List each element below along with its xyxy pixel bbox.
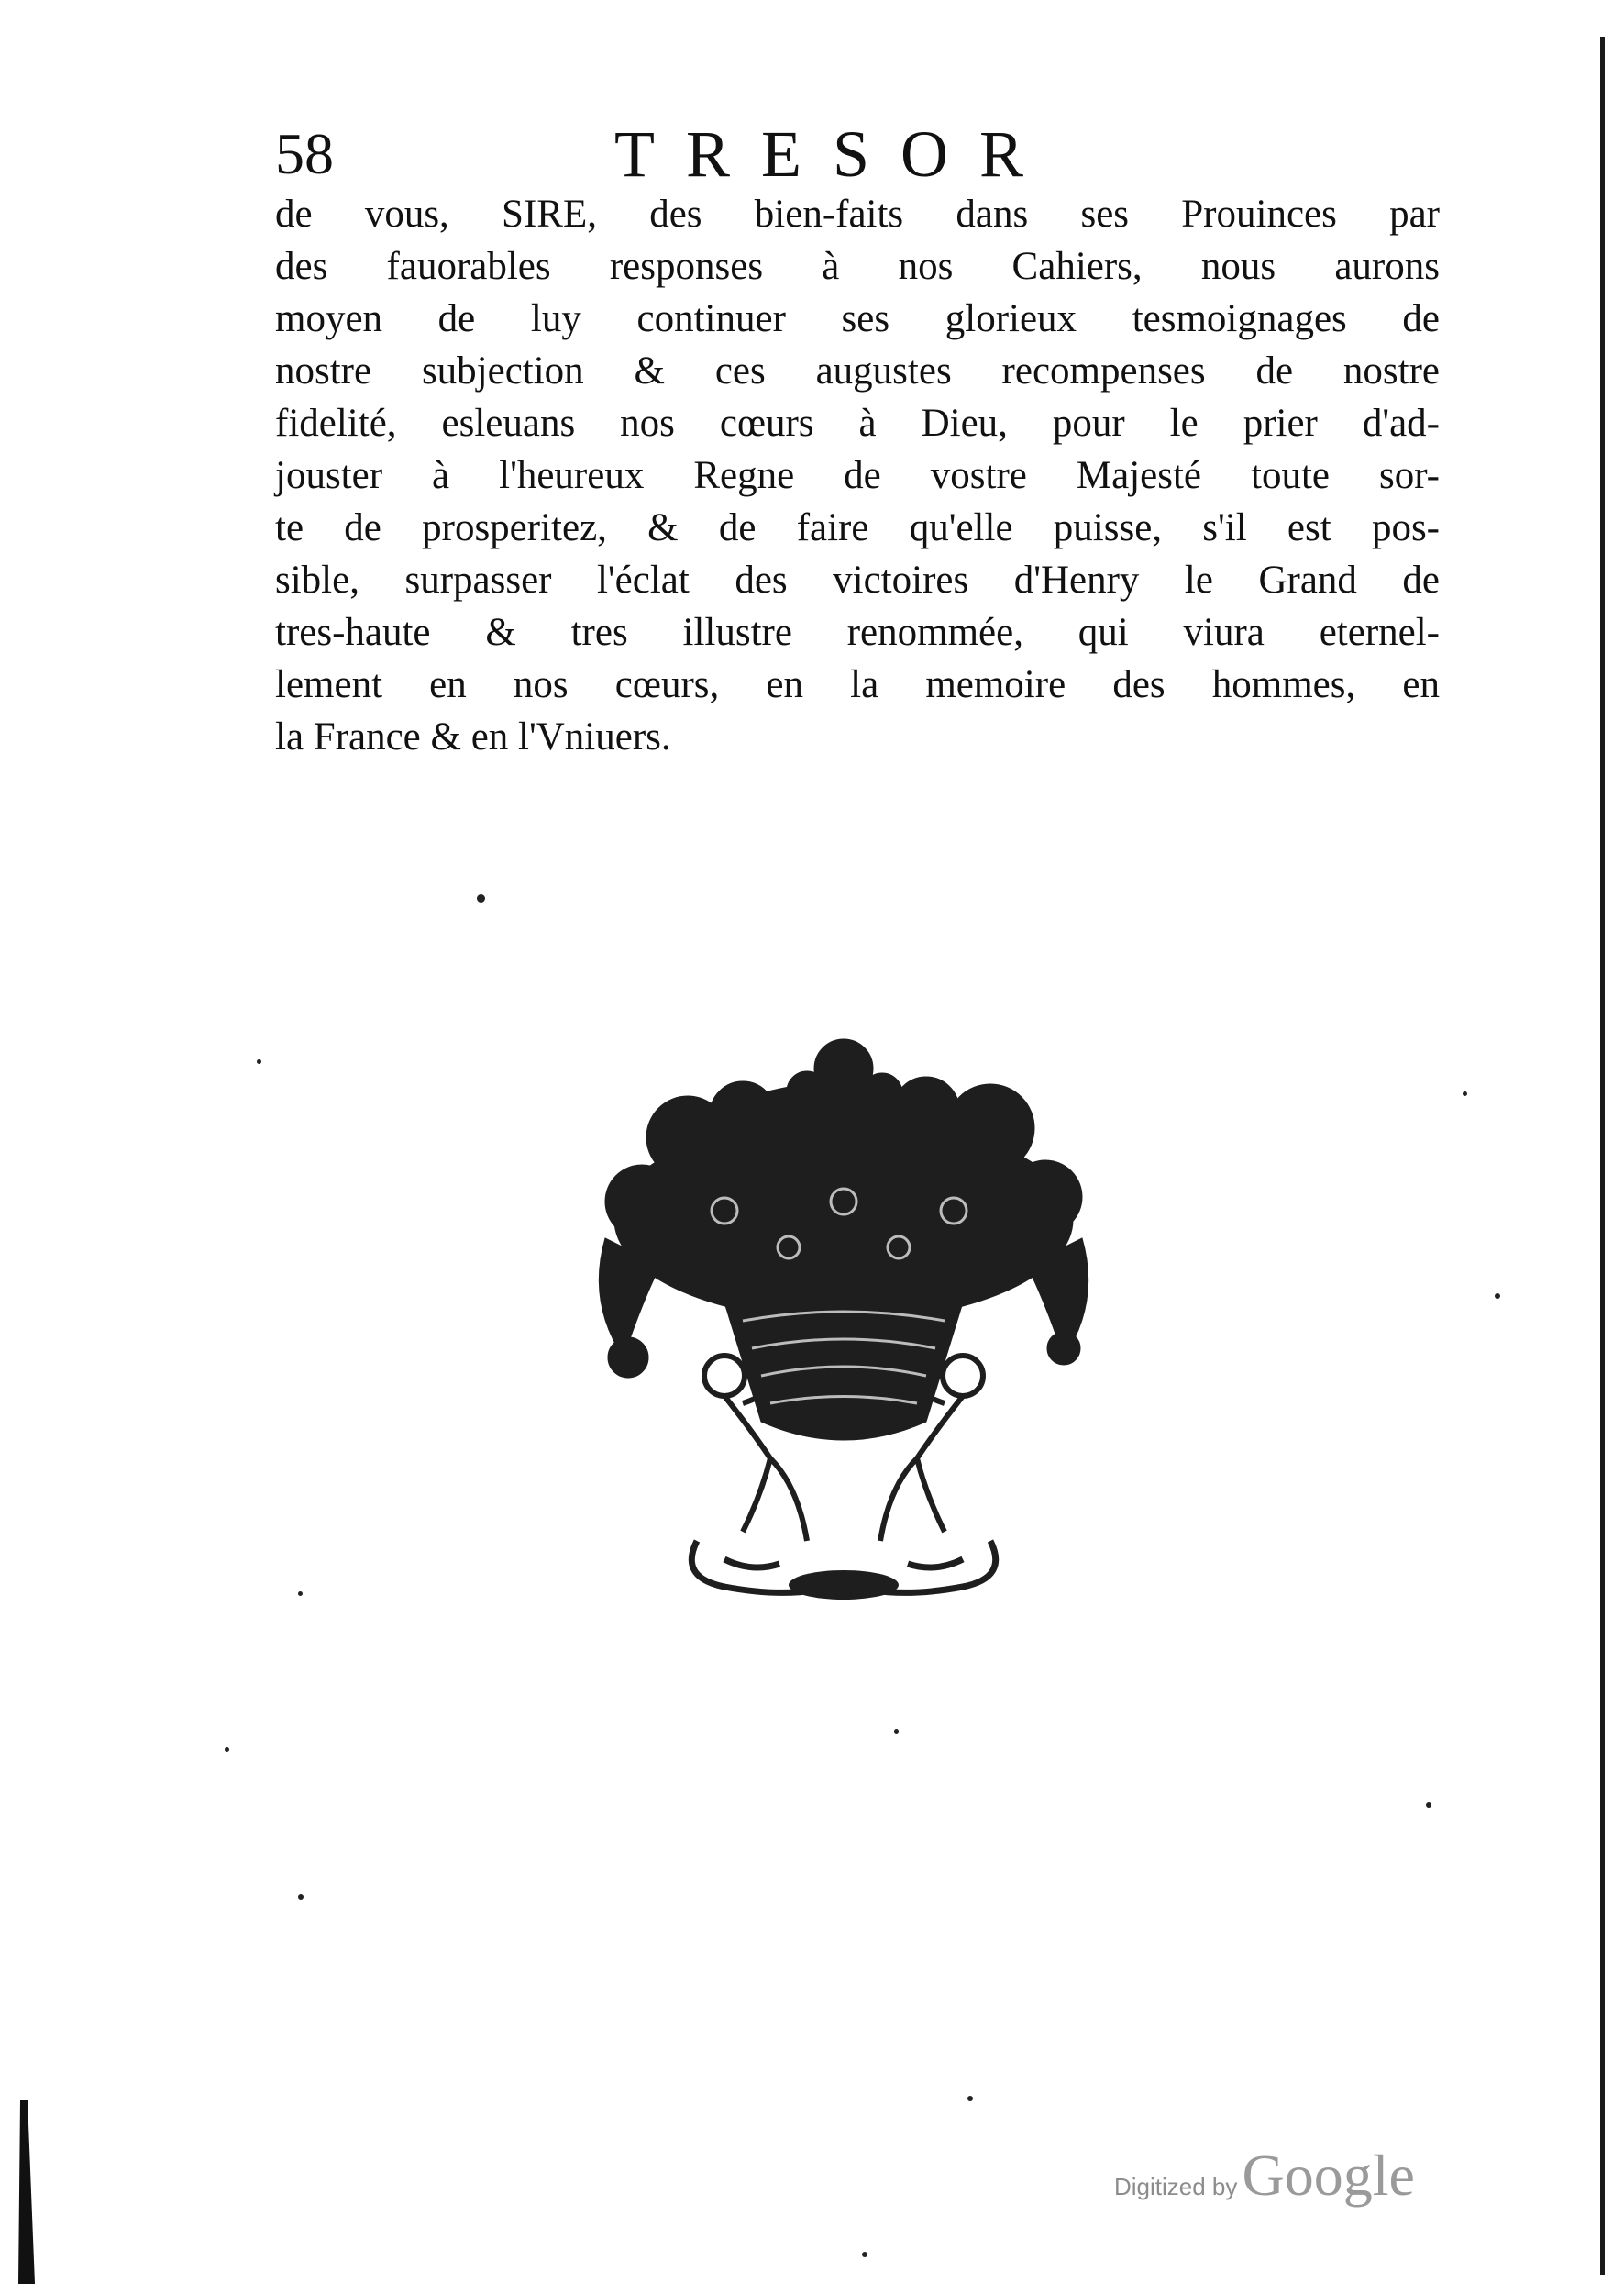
scan-speck xyxy=(477,894,485,903)
text-line: nostre subjection & ces augustes recompenses de nostre xyxy=(275,349,1440,393)
page-number: 58 xyxy=(275,121,334,186)
text-line: des fauorables responses à nos Cahiers, nous aurons xyxy=(275,245,1440,288)
scan-speck xyxy=(257,1059,261,1064)
running-head xyxy=(275,108,1440,200)
text-line: te de prosperitez, & de faire qu'elle puisse, s'il est pos- xyxy=(275,506,1440,549)
scan-speck xyxy=(1495,1293,1500,1299)
scan-speck xyxy=(298,1894,304,1900)
digitized-by-watermark xyxy=(1114,2142,1463,2215)
scan-speck xyxy=(894,1729,899,1734)
text-line: tres-haute & tres illustre renommée, qui viura eternel- xyxy=(275,611,1440,654)
digitized-by-label: Digitized by xyxy=(1114,2173,1238,2200)
binding-shadow xyxy=(18,2100,37,2284)
text-line: la France & en l'Vniuers. xyxy=(275,715,671,759)
scan-speck xyxy=(1463,1091,1467,1096)
running-title: TRESOR xyxy=(614,117,1055,191)
scan-speck xyxy=(1426,1802,1431,1808)
text-line: jouster à l'heureux Regne de vostre Majesté toute sor- xyxy=(275,454,1440,497)
text-line: lement en nos cœurs, en la memoire des hommes, en xyxy=(275,663,1440,706)
text-line: de vous, SIRE, des bien-faits dans ses Prouinces par xyxy=(275,193,1440,236)
scan-speck xyxy=(967,2096,973,2101)
google-logo: Google xyxy=(1242,2143,1415,2208)
scan-speck xyxy=(225,1747,229,1752)
flower-basket-cherubs-icon xyxy=(587,1027,1100,1614)
scan-speck xyxy=(298,1591,303,1596)
text-line: moyen de luy continuer ses glorieux tesmoignages de xyxy=(275,297,1440,340)
scan-speck xyxy=(862,2252,867,2257)
page-edge-rule xyxy=(1600,37,1605,2275)
text-line: sible, surpasser l'éclat des victoires d'Henry le Grand de xyxy=(275,559,1440,602)
body-text xyxy=(275,188,1440,763)
text-line: fidelité, esleuans nos cœurs à Dieu, pour le prier d'ad- xyxy=(275,402,1440,445)
